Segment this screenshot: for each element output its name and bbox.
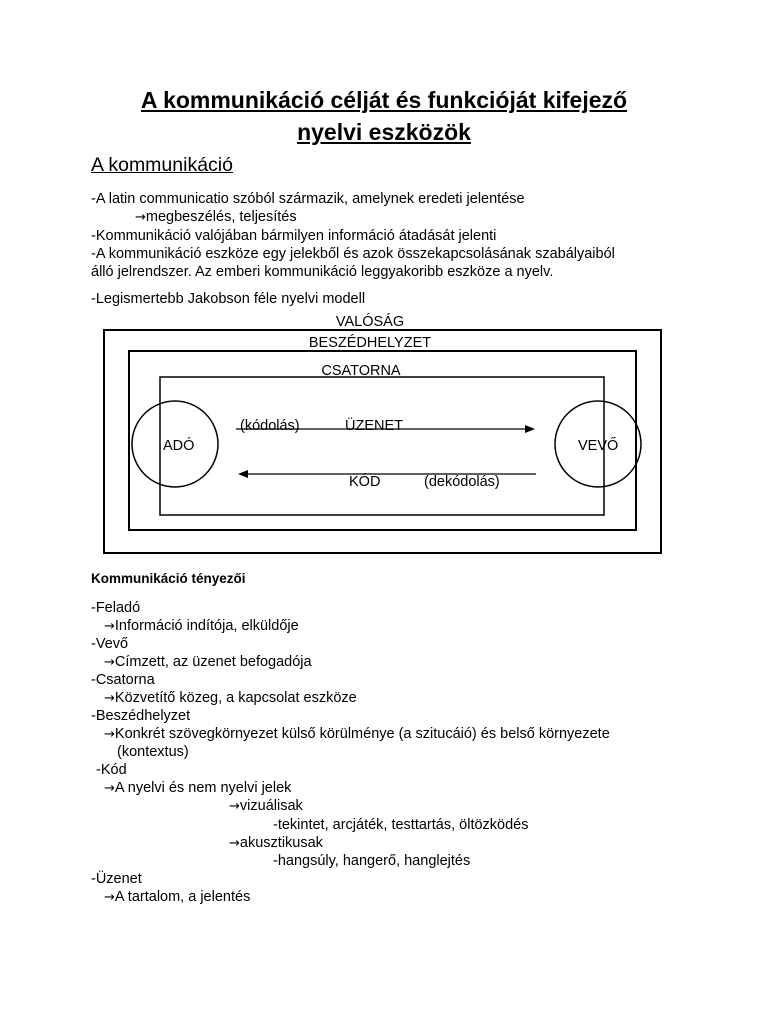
dekodolas-label: (dekódolás) (424, 474, 500, 490)
intro-line: -A kommunikáció eszköze egy jelekből és azok összekapcsolásának szabályaiból (91, 246, 615, 262)
factor-subtype-text: vizuálisak (239, 798, 303, 814)
factor-description (104, 779, 291, 798)
kod-label: KÓD (349, 474, 381, 490)
factor-description-text: Közvetítő közeg, a kapcsolat eszköze (114, 690, 357, 706)
right-arrow-icon: → (229, 836, 240, 851)
factor-description-text: A tartalom, a jelentés (114, 889, 251, 905)
section-heading: A kommunikáció (91, 154, 233, 176)
csatorna-box (160, 377, 604, 515)
factor-subtype-example: -hangsúly, hangerő, hanglejtés (273, 853, 471, 869)
factor-description (104, 653, 312, 672)
beszedhelyzet-label: BESZÉDHELYZET (308, 335, 432, 351)
right-arrow-icon: → (135, 210, 146, 225)
intro-line: -Legismertebb Jakobson féle nyelvi modell (91, 291, 366, 307)
factor-item: -Feladó (91, 600, 141, 616)
right-arrowhead-icon (525, 425, 535, 433)
factor-description-text: Címzett, az üzenet befogadója (114, 654, 312, 670)
factor-subtype-text: akusztikusak (239, 835, 323, 851)
factor-description (104, 725, 610, 744)
factor-item: -Vevő (91, 636, 129, 652)
right-arrow-icon: → (104, 727, 115, 742)
kodolas-label: (kódolás) (240, 418, 300, 434)
intro-line: -A latin communicatio szóból származik, amelynek eredeti jelentése (91, 191, 525, 207)
title-line-1: A kommunikáció célját és funkcióját kifejező (140, 87, 628, 113)
intro-line: megbeszélés, teljesítés (145, 209, 297, 225)
right-arrow-icon: → (104, 781, 115, 796)
factor-item: -Kód (96, 762, 127, 778)
uzenet-label: ÜZENET (345, 418, 403, 434)
intro-line: álló jelrendszer. Az emberi kommunikáció leggyakoribb eszköze a nyelv. (91, 264, 554, 280)
factor-description-text: Konkrét szövegkörnyezet külső körülménye (a szitucáió) és belső környezete (114, 726, 610, 742)
factor-item: -Beszédhelyzet (91, 708, 191, 724)
factor-description (104, 617, 299, 636)
right-arrow-icon: → (104, 691, 115, 706)
factor-description (104, 689, 357, 708)
right-arrow-icon: → (104, 890, 115, 905)
valosag-label: VALÓSÁG (335, 314, 405, 330)
factor-description-continued: (kontextus) (117, 744, 189, 760)
right-arrow-icon: → (104, 619, 115, 634)
factor-subtype (229, 797, 303, 816)
right-arrow-icon: → (229, 799, 240, 814)
factor-description-text: A nyelvi és nem nyelvi jelek (114, 780, 292, 796)
csatorna-label: CSATORNA (321, 363, 401, 379)
left-arrowhead-icon (238, 470, 248, 478)
right-arrow-icon: → (104, 655, 115, 670)
title-line-2: nyelvi eszközök (297, 119, 471, 145)
factor-description (104, 888, 250, 907)
factors-heading: Kommunikáció tényezői (91, 571, 246, 586)
factor-description-text: Információ indítója, elküldője (114, 618, 299, 634)
factor-subtype-example: -tekintet, arcjáték, testtartás, öltözködés (273, 817, 529, 833)
factor-item: -Üzenet (91, 871, 142, 887)
factor-subtype (229, 834, 323, 853)
intro-line: -Kommunikáció valójában bármilyen információ átadását jelenti (91, 228, 497, 244)
factor-item: -Csatorna (91, 672, 155, 688)
ado-label: ADÓ (163, 438, 195, 454)
vevo-label: VEVŐ (578, 438, 619, 454)
